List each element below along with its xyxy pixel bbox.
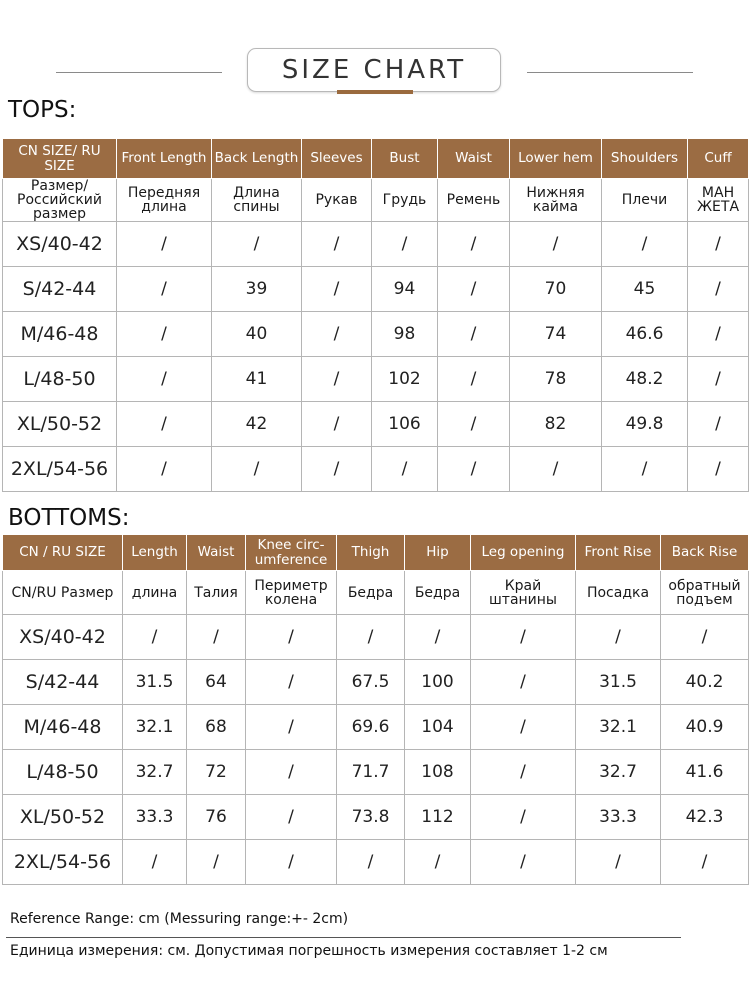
table-row bbox=[3, 447, 749, 492]
measurement-cell: 32.1 bbox=[123, 705, 187, 750]
tops-ru-column-header: Передняя длина bbox=[117, 179, 212, 222]
measurement-cell: / bbox=[510, 447, 602, 492]
tops-column-header: Sleeves bbox=[302, 139, 372, 179]
measurement-cell: 45 bbox=[602, 267, 688, 312]
measurement-cell: / bbox=[471, 795, 576, 840]
measurement-cell: 40.9 bbox=[661, 705, 749, 750]
measurement-cell: 40 bbox=[212, 312, 302, 357]
measurement-cell: / bbox=[438, 357, 510, 402]
size-label-cell: M/46-48 bbox=[3, 312, 117, 357]
tops-ru-column-header: Грудь bbox=[372, 179, 438, 222]
size-label-cell: L/48-50 bbox=[3, 357, 117, 402]
bottoms-ru-column-header: Посадка bbox=[576, 571, 661, 615]
tops-ru-column-header: Плечи bbox=[602, 179, 688, 222]
measurement-cell: 64 bbox=[187, 660, 246, 705]
measurement-cell: / bbox=[438, 402, 510, 447]
bottoms-column-header: Back Rise bbox=[661, 535, 749, 571]
measurement-cell: 32.7 bbox=[123, 750, 187, 795]
size-label-cell: XS/40-42 bbox=[3, 222, 117, 267]
table-row bbox=[3, 222, 749, 267]
title-accent-bar bbox=[337, 90, 413, 94]
measurement-cell: / bbox=[117, 267, 212, 312]
measurement-cell: / bbox=[337, 840, 405, 885]
measurement-cell: 72 bbox=[187, 750, 246, 795]
measurement-cell: / bbox=[661, 840, 749, 885]
measurement-cell: 69.6 bbox=[337, 705, 405, 750]
measurement-cell: / bbox=[117, 447, 212, 492]
measurement-cell: 32.1 bbox=[576, 705, 661, 750]
measurement-cell: / bbox=[688, 357, 749, 402]
measurement-cell: / bbox=[688, 222, 749, 267]
bottoms-ru-header-row bbox=[3, 571, 749, 615]
measurement-cell: 73.8 bbox=[337, 795, 405, 840]
measurement-cell: 94 bbox=[372, 267, 438, 312]
measurement-cell: / bbox=[405, 615, 471, 660]
measurement-cell: 42 bbox=[212, 402, 302, 447]
bottoms-column-header: CN / RU SIZE bbox=[3, 535, 123, 571]
measurement-cell: / bbox=[471, 840, 576, 885]
measurement-cell: / bbox=[438, 447, 510, 492]
measurement-cell: / bbox=[187, 840, 246, 885]
bottoms-ru-column-header: длина bbox=[123, 571, 187, 615]
measurement-cell: 106 bbox=[372, 402, 438, 447]
table-row bbox=[3, 840, 749, 885]
title-right-rule bbox=[527, 72, 693, 73]
size-label-cell: S/42-44 bbox=[3, 267, 117, 312]
measurement-cell: / bbox=[337, 615, 405, 660]
measurement-cell: / bbox=[302, 447, 372, 492]
bottoms-column-header: Waist bbox=[187, 535, 246, 571]
table-row bbox=[3, 402, 749, 447]
measurement-cell: 48.2 bbox=[602, 357, 688, 402]
table-row bbox=[3, 615, 749, 660]
table-row bbox=[3, 705, 749, 750]
bottoms-column-header: Hip bbox=[405, 535, 471, 571]
measurement-cell: / bbox=[212, 447, 302, 492]
bottoms-column-header: Knee circ- umference bbox=[246, 535, 337, 571]
tops-heading: TOPS: bbox=[8, 97, 77, 123]
measurement-cell: 40.2 bbox=[661, 660, 749, 705]
page-title: SIZE CHART bbox=[247, 48, 501, 92]
measurement-cell: 70 bbox=[510, 267, 602, 312]
measurement-cell: / bbox=[212, 222, 302, 267]
measurement-cell: / bbox=[246, 840, 337, 885]
measurement-cell: / bbox=[187, 615, 246, 660]
bottoms-ru-column-header: Бедра bbox=[405, 571, 471, 615]
measurement-cell: / bbox=[302, 222, 372, 267]
measurement-cell: / bbox=[246, 750, 337, 795]
bottoms-heading: BOTTOMS: bbox=[8, 505, 130, 531]
measurement-cell: / bbox=[688, 447, 749, 492]
bottoms-column-header: Length bbox=[123, 535, 187, 571]
measurement-cell: 32.7 bbox=[576, 750, 661, 795]
size-label-cell: S/42-44 bbox=[3, 660, 123, 705]
bottoms-header-row bbox=[3, 535, 749, 571]
measurement-cell: 49.8 bbox=[602, 402, 688, 447]
table-row bbox=[3, 750, 749, 795]
measurement-cell: / bbox=[246, 795, 337, 840]
measurement-cell: 108 bbox=[405, 750, 471, 795]
measurement-cell: 42.3 bbox=[661, 795, 749, 840]
measurement-cell: / bbox=[471, 750, 576, 795]
table-row bbox=[3, 795, 749, 840]
measurement-cell: / bbox=[602, 222, 688, 267]
measurement-cell: 68 bbox=[187, 705, 246, 750]
measurement-cell: / bbox=[372, 447, 438, 492]
measurement-cell: / bbox=[117, 402, 212, 447]
tops-column-header: CN SIZE/ RU SIZE bbox=[3, 139, 117, 179]
bottoms-column-header: Front Rise bbox=[576, 535, 661, 571]
size-label-cell: 2XL/54-56 bbox=[3, 447, 117, 492]
bottoms-ru-column-header: Бедра bbox=[337, 571, 405, 615]
bottoms-ru-column-header: обратный подъем bbox=[661, 571, 749, 615]
measurement-cell: 112 bbox=[405, 795, 471, 840]
measurement-cell: / bbox=[372, 222, 438, 267]
measurement-cell: 33.3 bbox=[123, 795, 187, 840]
table-row bbox=[3, 267, 749, 312]
measurement-cell: / bbox=[438, 267, 510, 312]
tops-ru-column-header: Размер/ Российский размер bbox=[3, 179, 117, 222]
measurement-cell: 100 bbox=[405, 660, 471, 705]
measurement-cell: / bbox=[661, 615, 749, 660]
measurement-cell: / bbox=[576, 840, 661, 885]
size-label-cell: XL/50-52 bbox=[3, 402, 117, 447]
measurement-cell: / bbox=[302, 402, 372, 447]
measurement-cell: 46.6 bbox=[602, 312, 688, 357]
bottoms-ru-column-header: Талия bbox=[187, 571, 246, 615]
size-label-cell: L/48-50 bbox=[3, 750, 123, 795]
measurement-cell: / bbox=[123, 615, 187, 660]
measurement-cell: / bbox=[688, 267, 749, 312]
measurement-cell: 104 bbox=[405, 705, 471, 750]
measurement-cell: / bbox=[438, 222, 510, 267]
measurement-cell: / bbox=[602, 447, 688, 492]
tops-column-header: Shoulders bbox=[602, 139, 688, 179]
measurement-cell: 41.6 bbox=[661, 750, 749, 795]
size-label-cell: XL/50-52 bbox=[3, 795, 123, 840]
bottoms-column-header: Thigh bbox=[337, 535, 405, 571]
measurement-cell: / bbox=[688, 312, 749, 357]
tops-column-header: Back Length bbox=[212, 139, 302, 179]
tops-size-table bbox=[2, 138, 749, 492]
measurement-cell: / bbox=[688, 402, 749, 447]
bottoms-ru-column-header: Край штанины bbox=[471, 571, 576, 615]
size-label-cell: 2XL/54-56 bbox=[3, 840, 123, 885]
measurement-cell: 82 bbox=[510, 402, 602, 447]
table-row bbox=[3, 660, 749, 705]
tops-ru-column-header: Нижняя кайма bbox=[510, 179, 602, 222]
measurement-cell: / bbox=[302, 267, 372, 312]
tops-ru-column-header: Ремень bbox=[438, 179, 510, 222]
bottoms-column-header: Leg opening bbox=[471, 535, 576, 571]
table-row bbox=[3, 312, 749, 357]
tops-ru-column-header: Рукав bbox=[302, 179, 372, 222]
measurement-cell: / bbox=[576, 615, 661, 660]
measurement-cell: 98 bbox=[372, 312, 438, 357]
tops-header-row bbox=[3, 139, 749, 179]
measurement-cell: 39 bbox=[212, 267, 302, 312]
size-label-cell: M/46-48 bbox=[3, 705, 123, 750]
tops-ru-column-header: Длина спины bbox=[212, 179, 302, 222]
tops-ru-column-header: МАН ЖЕТА bbox=[688, 179, 749, 222]
bottoms-ru-column-header: Периметр колена bbox=[246, 571, 337, 615]
measurement-cell: / bbox=[438, 312, 510, 357]
measurement-cell: / bbox=[302, 357, 372, 402]
measurement-cell: 41 bbox=[212, 357, 302, 402]
measurement-cell: / bbox=[471, 705, 576, 750]
measurement-cell: 78 bbox=[510, 357, 602, 402]
russian-measurement-note: Единица измерения: см. Допустимая погрешность измерения составляет 1-2 см bbox=[10, 943, 608, 959]
measurement-cell: 31.5 bbox=[576, 660, 661, 705]
measurement-cell: 102 bbox=[372, 357, 438, 402]
tops-column-header: Waist bbox=[438, 139, 510, 179]
measurement-cell: / bbox=[246, 615, 337, 660]
tops-column-header: Front Length bbox=[117, 139, 212, 179]
tops-column-header: Lower hem bbox=[510, 139, 602, 179]
measurement-cell: / bbox=[117, 357, 212, 402]
measurement-cell: / bbox=[123, 840, 187, 885]
measurement-cell: / bbox=[246, 705, 337, 750]
bottoms-ru-column-header: CN/RU Размер bbox=[3, 571, 123, 615]
measurement-cell: / bbox=[117, 312, 212, 357]
tops-ru-header-row bbox=[3, 179, 749, 222]
note-divider bbox=[6, 937, 681, 938]
tops-column-header: Cuff bbox=[688, 139, 749, 179]
measurement-cell: 74 bbox=[510, 312, 602, 357]
bottoms-size-table bbox=[2, 534, 749, 885]
measurement-cell: 31.5 bbox=[123, 660, 187, 705]
measurement-cell: / bbox=[471, 615, 576, 660]
measurement-cell: 33.3 bbox=[576, 795, 661, 840]
measurement-cell: / bbox=[117, 222, 212, 267]
measurement-cell: / bbox=[246, 660, 337, 705]
measurement-cell: / bbox=[405, 840, 471, 885]
tops-column-header: Bust bbox=[372, 139, 438, 179]
table-row bbox=[3, 357, 749, 402]
measurement-cell: 76 bbox=[187, 795, 246, 840]
measurement-cell: / bbox=[302, 312, 372, 357]
measurement-cell: / bbox=[471, 660, 576, 705]
measurement-cell: 67.5 bbox=[337, 660, 405, 705]
reference-range-note: Reference Range: cm (Messuring range:+- 2cm) bbox=[10, 911, 349, 927]
measurement-cell: 71.7 bbox=[337, 750, 405, 795]
measurement-cell: / bbox=[510, 222, 602, 267]
size-label-cell: XS/40-42 bbox=[3, 615, 123, 660]
title-left-rule bbox=[56, 72, 222, 73]
